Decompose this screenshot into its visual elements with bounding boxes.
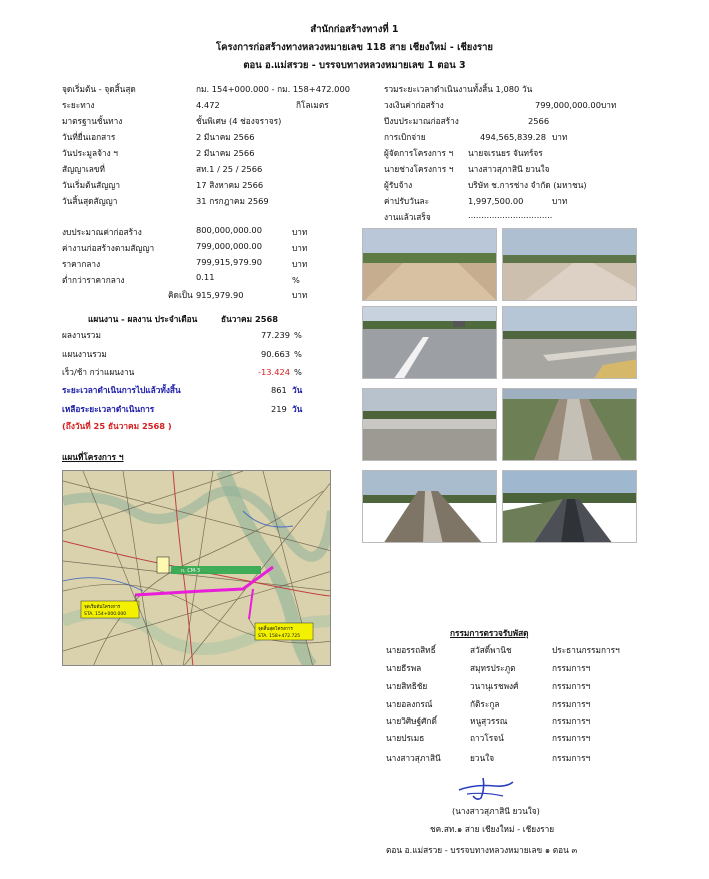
budget-label: ต่ำกว่าราคากลาง [62, 275, 125, 285]
map-graphic [63, 471, 331, 666]
member-role: กรรมการฯ [552, 699, 591, 709]
info-unit: บาท [601, 100, 617, 110]
member-first: นายอลงกรณ์ [386, 699, 433, 709]
project-title: โครงการก่อสร้างทางหลวงหมายเลข 118 สาย เชียงใหม่ - เชียงราย [216, 42, 493, 53]
elapsed-value: 861 [271, 385, 287, 395]
budget-value: 915,979.90 [196, 290, 244, 300]
member-role: กรรมการฯ [552, 733, 591, 743]
info-value: สท.1 / 25 / 2566 [196, 164, 263, 174]
member-first: นายปรเมธ [386, 733, 425, 743]
info-label: งานแล้วเสร็จ [384, 212, 431, 222]
road-label: ถ. CM-3 [181, 568, 200, 574]
member-last: สมุทรประภูต [470, 663, 516, 673]
member-role: กรรมการฯ [552, 681, 591, 691]
member-role: กรรมการฯ [552, 663, 591, 673]
budget-value: 799,915,979.90 [196, 257, 262, 267]
progress-label: แผนงานรวม [62, 349, 107, 359]
budget-value: 799,000,000.00 [196, 241, 262, 251]
progress-value: 77.239 [261, 330, 291, 340]
signature-name: (นางสาวสุภาสินี ยวนใจ) [452, 806, 540, 816]
budget-label: ค่างานก่อสร้างตามสัญญา [62, 243, 155, 253]
info-label: วงเงินค่าก่อสร้าง [384, 100, 444, 110]
info-value: 494,565,839.28 [480, 132, 546, 142]
info-label: มาตรฐานชั้นทาง [62, 116, 123, 126]
member-first: นายสิทธิชัย [386, 681, 428, 691]
site-photo [502, 388, 637, 461]
section-title: ตอน อ.แม่สรวย - บรรจบทางหลวงหมายเลข 1 ตอน 3 [243, 60, 466, 71]
remaining-unit: วัน [292, 404, 303, 414]
remaining-label: เหลือระยะเวลาดำเนินการ [62, 404, 155, 414]
start-label-1: จุดเริ่มต้นโครงการ [84, 605, 121, 610]
end-label-1: จุดสิ้นสุดโครงการ [258, 627, 293, 632]
signature-icon [455, 776, 517, 802]
site-photo [362, 388, 497, 461]
info-value: 31 กรกฎาคม 2569 [196, 196, 269, 206]
elapsed-unit: วัน [292, 385, 303, 395]
project-map [62, 470, 331, 666]
progress-label: เร็ว/ช้า กว่าแผนงาน [62, 367, 135, 377]
budget-unit: บาท [292, 243, 308, 253]
info-label: นายช่างโครงการ ฯ [384, 164, 454, 174]
committee-heading: กรรมการตรวจรับพัสดุ [450, 628, 529, 638]
signature-section: ตอน อ.แม่สรวย - บรรจบทางหลวงหมายเลข ๑ ตอน ๓ [386, 845, 578, 855]
info-value: ชั้นพิเศษ (4 ช่องจราจร) [196, 116, 282, 126]
budget-value: 800,000,000.00 [196, 225, 262, 235]
info-label: สัญญาเลขที่ [62, 164, 105, 174]
info-value: นางสาวสุภาสินี ยวนใจ [468, 164, 550, 174]
site-photo [362, 228, 497, 301]
info-label: วันที่ยื่นเอกสาร [62, 132, 116, 142]
info-value: ................................ [468, 210, 553, 220]
budget-label: ราคากลาง [62, 259, 101, 269]
info-value: กม. 154+000.000 - กม. 158+472.000 [196, 84, 350, 94]
info-label: ปีงบประมาณก่อสร้าง [384, 116, 459, 126]
info-value: 799,000,000.00 [535, 100, 601, 110]
progress-month: ธันวาคม 2568 [221, 314, 279, 324]
site-photo [502, 228, 637, 301]
member-last: กัติระกูล [470, 699, 500, 709]
member-last: ถาวโรจน์ [470, 733, 504, 743]
member-first: นายอรรถสิทธิ์ [386, 645, 436, 655]
site-photo [362, 306, 497, 379]
progress-value-behind: -13.424 [258, 367, 291, 377]
progress-value: 90.663 [261, 349, 291, 359]
end-label-2: STA. 158+472.725 [258, 634, 301, 639]
info-label: ผู้รับจ้าง [384, 180, 413, 190]
remaining-value: 219 [271, 404, 287, 414]
info-value: นายจเรนยร จันทร์จร [468, 148, 543, 158]
info-value: 17 สิงหาคม 2566 [196, 180, 264, 190]
member-role: กรรมการฯ [552, 753, 591, 763]
info-label: รวมระยะเวลาดำเนินงานทั้งสิ้น 1,080 วัน [384, 84, 533, 94]
budget-label: คิดเป็น [168, 290, 193, 300]
progress-unit: % [294, 367, 302, 377]
budget-unit: บาท [292, 259, 308, 269]
info-value: 2 มีนาคม 2566 [196, 132, 255, 142]
info-value: 2566 [528, 116, 550, 126]
elapsed-label: ระยะเวลาดำเนินการไปแล้วทั้งสิ้น [62, 385, 181, 395]
map-heading: แผนที่โครงการ ฯ [62, 452, 124, 462]
info-value: บริษัท ช.การช่าง จำกัด (มหาชน) [468, 180, 587, 190]
info-unit: บาท [552, 132, 568, 142]
member-role: กรรมการฯ [552, 716, 591, 726]
member-first: นายวิศิษฐ์ศักดิ์ [386, 716, 437, 726]
site-photo [502, 470, 637, 543]
info-unit: กิโลเมตร [296, 100, 329, 110]
progress-label: ผลงานรวม [62, 330, 101, 340]
info-unit: บาท [552, 196, 568, 206]
info-label: วันสิ้นสุดสัญญา [62, 196, 118, 206]
member-role: ประธานกรรมการฯ [552, 645, 620, 655]
progress-unit: % [294, 349, 302, 359]
start-label-2: STA. 154+000.000 [84, 612, 127, 617]
office-title: สำนักก่อสร้างทางที่ 1 [310, 24, 399, 35]
budget-value: 0.11 [196, 272, 215, 282]
member-last: สวัสดิ์พานิช [470, 645, 512, 655]
budget-unit: บาท [292, 227, 308, 237]
info-label: วันเริ่มต้นสัญญา [62, 180, 121, 190]
info-label: ระยะทาง [62, 100, 95, 110]
member-first: นายธีรพล [386, 663, 422, 673]
info-value: 1,997,500.00 [468, 196, 524, 206]
info-label: ค่าปรับวันละ [384, 196, 430, 206]
progress-heading: แผนงาน - ผลงาน ประจำเดือน [88, 314, 198, 324]
member-last: ยวนใจ [470, 753, 495, 763]
info-value: 2 มีนาคม 2566 [196, 148, 255, 158]
site-photo [362, 470, 497, 543]
as-of-date: (ถึงวันที่ 25 ธันวาคม 2568 ) [62, 421, 172, 431]
info-label: วันประมูลจ้าง ฯ [62, 148, 118, 158]
member-first: นางสาวสุภาสินี [386, 753, 441, 763]
info-label: จุดเริ่มต้น - จุดสิ้นสุด [62, 84, 136, 94]
signature-position: ชค.สท.๑ สาย เชียงใหม่ - เชียงราย [430, 824, 555, 834]
progress-unit: % [294, 330, 302, 340]
budget-unit: % [292, 275, 300, 285]
info-value: 4.472 [196, 100, 220, 110]
site-photo [502, 306, 637, 379]
member-last: วนานุเรชพงศ์ [470, 681, 519, 691]
info-label: การเบิกจ่าย [384, 132, 426, 142]
info-label: ผู้จัดการโครงการ ฯ [384, 148, 454, 158]
member-last: หนูสุวรรณ [470, 716, 508, 726]
budget-label: งบประมาณค่าก่อสร้าง [62, 227, 142, 237]
budget-unit: บาท [292, 290, 308, 300]
